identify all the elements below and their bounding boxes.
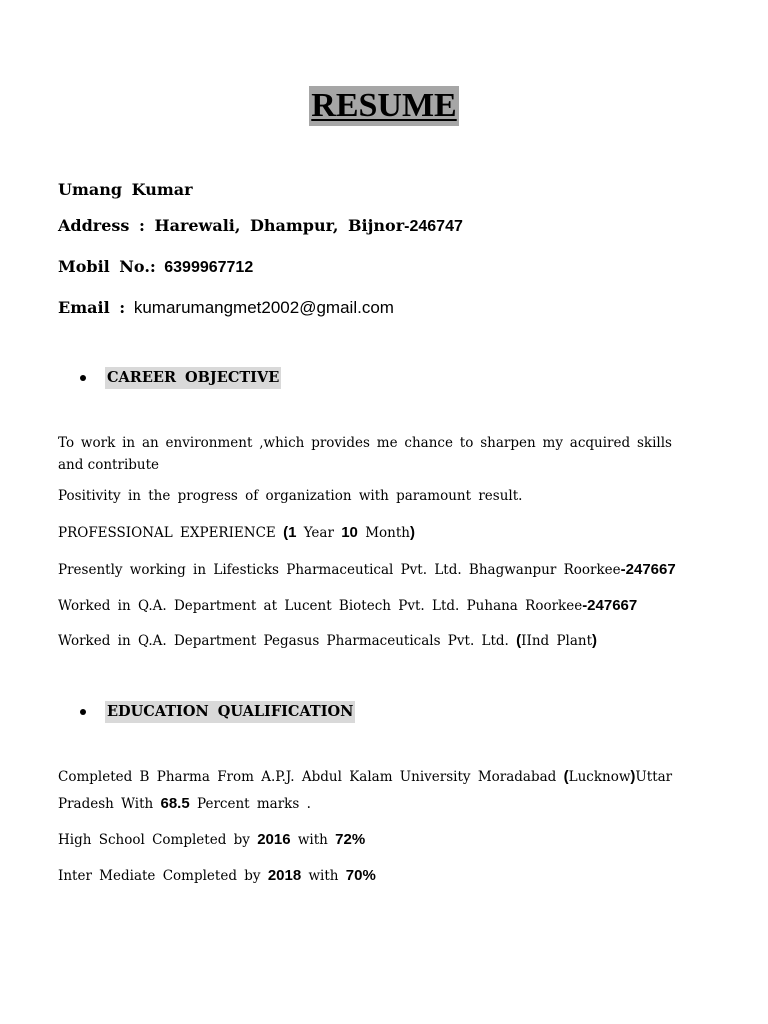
email-value: kumarumangmet2002@gmail.com xyxy=(125,298,394,317)
address-label: Address : Harewali, Dhampur, Bijnor xyxy=(58,216,405,235)
job-1 xyxy=(58,561,676,578)
experience-month-word: Month xyxy=(357,525,410,541)
degree-line-2-b: Percent marks . xyxy=(189,796,311,812)
degree-open: ( xyxy=(563,768,569,785)
job-3-text: Worked in Q.A. Department Pegasus Pharmaceuticals Pvt. Ltd. xyxy=(58,633,517,649)
experience-months: 10 xyxy=(341,524,358,541)
experience-close: ) xyxy=(409,524,415,541)
career-objective xyxy=(58,432,672,476)
job-3-plant: IInd Plant xyxy=(521,633,593,649)
hs-percent: 72% xyxy=(335,831,366,848)
job-2 xyxy=(58,597,637,614)
objective-line-2: and contribute xyxy=(58,457,160,473)
mobile-line xyxy=(58,257,253,277)
job-2-pin: -247667 xyxy=(582,597,638,614)
degree-line-1-main xyxy=(58,768,672,785)
education-heading xyxy=(80,701,355,723)
resume-title-wrap xyxy=(0,86,768,126)
degree-line-2-a: Pradesh With xyxy=(58,796,161,812)
im-year: 2018 xyxy=(267,867,302,884)
degree-state-a: Uttar xyxy=(635,769,673,785)
mobile-value: 6399967712 xyxy=(155,259,254,276)
job-1-text: Presently working in Lifesticks Pharmaceutical Pvt. Ltd. Bhagwanpur Roorkee xyxy=(58,562,621,578)
hs-year: 2016 xyxy=(257,831,291,848)
candidate-name xyxy=(58,180,193,199)
objective-line-1: To work in an environment ,which provides me chance to sharpen my acquired skills xyxy=(58,435,672,451)
im-text: Inter Mediate Completed by xyxy=(58,868,268,884)
hs-with: with xyxy=(290,832,336,848)
resume-title: RESUME xyxy=(311,87,457,124)
degree-city: Lucknow xyxy=(568,769,631,785)
hs-text: High School Completed by xyxy=(58,832,258,848)
experience-year-word: Year xyxy=(296,525,342,541)
degree-percent: 68.5 xyxy=(160,795,190,812)
inter-mediate-line xyxy=(58,867,376,884)
mobile-label: Mobil No.: xyxy=(58,257,156,276)
bullet-icon xyxy=(80,709,86,715)
email-line xyxy=(58,298,394,318)
education-heading-label: EDUCATION QUALIFICATION xyxy=(105,701,355,723)
career-heading xyxy=(80,367,281,389)
degree-close: ) xyxy=(630,768,636,785)
objective-line-3-text: Positivity in the progress of organization with paramount result. xyxy=(58,488,523,504)
experience-label: PROFESSIONAL EXPERIENCE xyxy=(58,525,284,541)
job-3 xyxy=(58,632,597,649)
experience-line xyxy=(58,524,415,541)
im-percent: 70% xyxy=(345,867,376,884)
job-3-close: ) xyxy=(592,632,598,649)
job-3-open: ( xyxy=(516,632,522,649)
address-line xyxy=(58,216,463,236)
bullet-icon xyxy=(80,375,86,381)
degree-line-1 xyxy=(58,768,672,785)
address-pin: -246747 xyxy=(404,218,463,235)
degree-line-2 xyxy=(58,795,311,812)
high-school-line xyxy=(58,831,365,848)
job-1-pin: -247667 xyxy=(620,561,676,578)
im-with: with xyxy=(301,868,346,884)
email-label: Email : xyxy=(58,298,126,317)
job-2-text: Worked in Q.A. Department at Lucent Biotech Pvt. Ltd. Puhana Roorkee xyxy=(58,598,583,614)
experience-open: ( xyxy=(283,524,289,541)
objective-line-3 xyxy=(58,488,522,504)
degree-line-1-a: Completed B Pharma From A.P.J. Abdul Kalam University Moradabad xyxy=(58,769,564,785)
name-text: Umang Kumar xyxy=(58,180,193,199)
experience-years: 1 xyxy=(288,524,297,541)
career-heading-label: CAREER OBJECTIVE xyxy=(105,367,281,389)
